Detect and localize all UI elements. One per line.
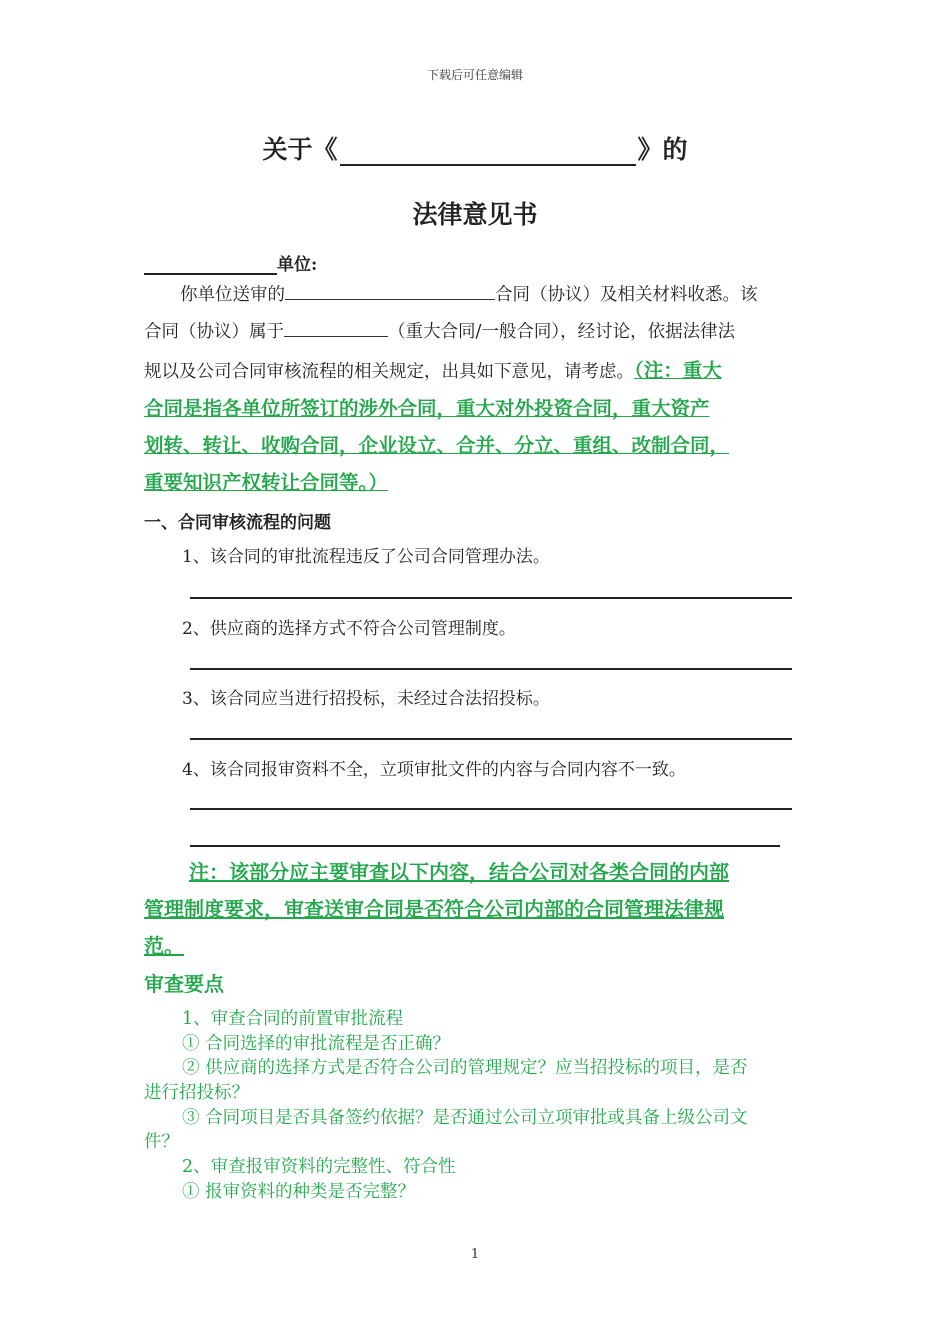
review-line: ② 供应商的选择方式是否符合公司的管理规定？应当招投标的项目，是否 bbox=[182, 1058, 748, 1078]
note2-line-2: 管理制度要求，审查送审合同是否符合公司内部的合同管理法律规 bbox=[144, 897, 724, 921]
contract-name-blank[interactable] bbox=[285, 279, 495, 300]
page-number: 1 bbox=[470, 1247, 480, 1262]
intro-text: （重大合同/一般合同），经讨论，依据法律法 bbox=[388, 322, 736, 342]
review-line: 进行招投标？ bbox=[144, 1083, 249, 1103]
intro-line-3 bbox=[144, 352, 722, 392]
intro-text: 合同（协议）属于 bbox=[144, 322, 284, 342]
review-line: ③ 合同项目是否具备签约依据？是否通过公司立项审批或具备上级公司文 bbox=[182, 1108, 748, 1128]
section-heading: 一、合同审核流程的问题 bbox=[144, 513, 331, 533]
note-line-2: 合同是指各单位所签订的涉外合同，重大对外投资合同，重大资产 bbox=[144, 397, 710, 420]
title-suffix: 》的 bbox=[637, 135, 688, 164]
list-item: 4、该合同报审资料不全，立项审批文件的内容与合同内容不一致。 bbox=[182, 760, 686, 780]
review-line: ① 报审资料的种类是否完整？ bbox=[182, 1182, 416, 1202]
intro-text: 合同（协议）及相关材料收悉。该 bbox=[495, 285, 758, 305]
doc-title bbox=[0, 130, 950, 166]
answer-line[interactable] bbox=[190, 668, 792, 670]
review-line: 1、审查合同的前置审批流程 bbox=[182, 1009, 404, 1029]
doc-subtitle: 法律意见书 bbox=[412, 200, 538, 229]
intro-line-2 bbox=[144, 314, 735, 352]
review-heading: 审查要点 bbox=[144, 972, 224, 996]
answer-line[interactable] bbox=[190, 808, 792, 810]
review-line: 2、审查报审资料的完整性、符合性 bbox=[182, 1157, 456, 1177]
intro-text: 你单位送审的 bbox=[180, 285, 285, 305]
note2-line-1: 注：该部分应主要审查以下内容，结合公司对各类合同的内部 bbox=[189, 860, 729, 884]
page-header: 下载后可任意编辑 bbox=[426, 68, 523, 82]
review-line: ① 合同选择的审批流程是否正确？ bbox=[182, 1034, 451, 1054]
list-item: 1、该合同的审批流程违反了公司合同管理办法。 bbox=[182, 547, 550, 567]
contract-type-blank[interactable] bbox=[284, 316, 388, 337]
title-blank-field[interactable] bbox=[340, 138, 636, 166]
note-line-3: 划转、转让、收购合同，企业设立、合并、分立、重组、改制合同， bbox=[144, 434, 730, 457]
intro-text: 规以及公司合同审核流程的相关规定，出具如下意见，请考虑。 bbox=[144, 362, 634, 382]
list-item: 3、该合同应当进行招投标，未经过合法招投标。 bbox=[182, 689, 550, 709]
list-item: 2、供应商的选择方式不符合公司管理制度。 bbox=[182, 619, 516, 639]
note-text: （注：重大 bbox=[634, 359, 722, 382]
unit-label: 单位: bbox=[277, 255, 318, 275]
review-line: 件？ bbox=[144, 1132, 179, 1152]
note2-line-3: 范。 bbox=[144, 934, 184, 958]
answer-line[interactable] bbox=[190, 597, 792, 599]
answer-line[interactable] bbox=[190, 845, 780, 847]
unit-line bbox=[144, 250, 317, 275]
answer-line[interactable] bbox=[190, 738, 792, 740]
intro-line-1 bbox=[180, 277, 758, 315]
note-line-4: 重要知识产权转让合同等。） bbox=[144, 471, 388, 494]
title-prefix: 关于《 bbox=[262, 135, 338, 164]
unit-blank-field[interactable] bbox=[144, 255, 277, 275]
